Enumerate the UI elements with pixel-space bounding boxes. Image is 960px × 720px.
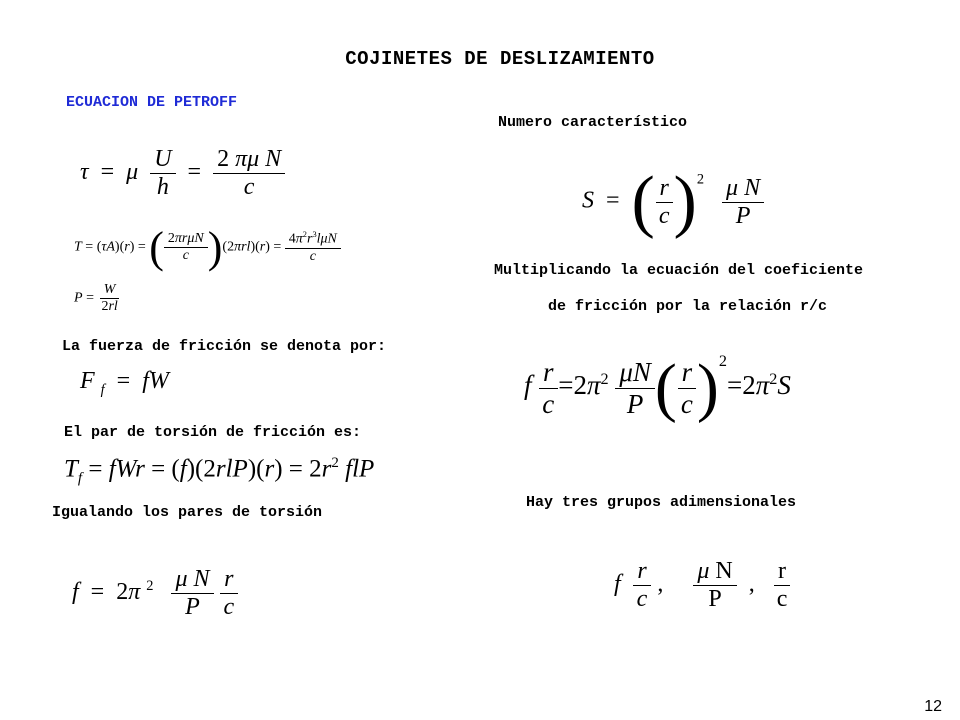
friction-torque-label: El par de torsión de fricción es: <box>64 424 362 441</box>
multiply-line-2: de fricción por la relación r/c <box>548 298 828 315</box>
multiply-line-1: Multiplicando la ecuación del coeficiente <box>494 262 864 279</box>
dimensionless-groups: f $\frac{r}{c}$ , $\frac{\text{μ N}}{P}$ , $\frac{r}{c}$ <box>614 558 791 613</box>
friction-torque-equation: $T_f$ = fWr = $(f)(2rlP)(r) = 2r^2$ flP <box>64 455 375 487</box>
friction-force-equation: F $_f$ = fW <box>80 368 169 398</box>
equating-equation: f = 2π $^2$ $\frac{\text{μ N}}{P}$ $\frac{r}{c}$ <box>72 566 238 621</box>
characteristic-label: Numero característico <box>498 114 688 131</box>
equating-label: Igualando los pares de torsión <box>52 504 323 521</box>
sommerfeld-equation: S = ( $\frac{r}{c}$ )$^2$ $\frac{\text{μ N}}{P}$ <box>582 162 764 242</box>
page-title: COJINETES DE DESLIZAMIENTO <box>345 48 655 70</box>
page-number: 12 <box>924 698 942 715</box>
multiplied-equation: f $\frac{r}{c}$ $=2\pi^2$ $\frac{\mu N}{P}$ ( $\frac{r}{c}$ )$^2=2\pi^2S$ <box>524 351 791 424</box>
groups-label: Hay tres grupos adimensionales <box>526 494 797 511</box>
friction-force-label: La fuerza de fricción se denota por: <box>62 338 387 355</box>
petroff-equation: τ = μ $\frac{U}{h}$ = $\frac{\text{2 πμ N}}{c}$ <box>80 146 285 201</box>
petroff-heading: ECUACION DE PETROFF <box>66 94 238 111</box>
pressure-equation: P = $\frac{W}{2rl}$ <box>74 282 118 314</box>
torque-equation: T = (τA)(r) = ( $\frac{\text{2πrμN}}{c}$ )(2πrl)(r) = $\frac{4\pi^2r^3l\mu N}{c}$ <box>74 222 341 273</box>
